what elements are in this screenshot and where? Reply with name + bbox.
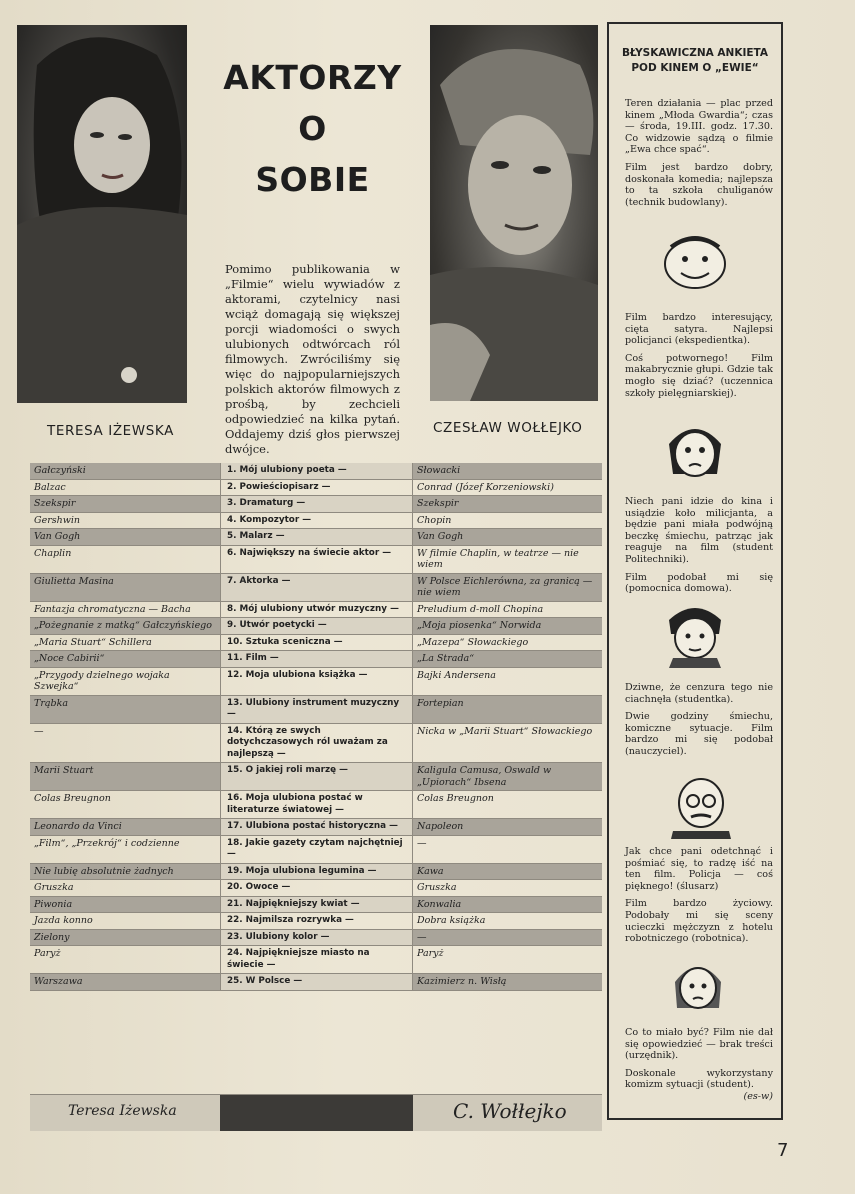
signature-row <box>30 1094 602 1131</box>
answer-izewska: Chaplin <box>34 547 72 559</box>
headline-line-1: AKTORZY <box>223 58 402 97</box>
question: 20. Owoce — <box>220 880 413 896</box>
question: 10. Sztuka sceniczna — <box>220 635 413 651</box>
sidebar-block-5 <box>625 846 773 951</box>
question: 11. Film — <box>220 651 413 667</box>
table-row <box>30 480 602 497</box>
table-row <box>30 864 602 881</box>
sidebar-paragraph: Film bardzo interesujący, cięta satyra. Najlepsi policjanci (ekspedientka). <box>625 312 773 347</box>
sidebar-paragraph: Film bardzo życiowy. Podobały mi się sceny ucieczki mężczyzn z hotelu robotniczego (robotnica). <box>625 898 773 945</box>
question: 5. Malarz — <box>220 529 413 545</box>
question: 4. Kompozytor — <box>220 513 413 529</box>
sidebar-title-line-2: POD KINEM O „EWIE“ <box>631 62 759 74</box>
caption-left: TERESA IŻEWSKA <box>47 423 174 439</box>
answer-izewska: Warszawa <box>30 974 220 990</box>
sidebar-paragraph: Co to miało być? Film nie dał się opowiedzieć — brak treści (urzędnik). <box>625 1027 773 1062</box>
sidebar-paragraph: Coś potwornego! Film makabrycznie głupi. Gdzie tak mogło się dziać? (uczennica szkoły pielęgniarskiej). <box>625 352 773 399</box>
answer-izewska: Colas Breugnon <box>34 793 111 804</box>
question: 13. Ulubiony instrument muzyczny — <box>220 696 413 723</box>
page-number: 7 <box>777 1140 789 1161</box>
question: 9. Utwór poetycki — <box>220 618 413 634</box>
table-row <box>30 463 602 480</box>
answer-izewska: Zielony <box>30 930 220 946</box>
question: 2. Powieściopisarz — <box>220 480 413 496</box>
sidebar-paragraph: Jak chce pani odetchnąć i pośmiać się, to radzę iść na ten film. Policja — coś pięknego! (ślusarz) <box>625 846 773 892</box>
table-row <box>30 946 602 974</box>
sidebar-author: (es-w) <box>743 1090 773 1102</box>
table-row <box>30 574 602 602</box>
table-row <box>30 724 602 764</box>
sidebar-paragraph: Niech pani idzie do kina i usiądzie koło milicjanta, a będzie pani miała podwójną beczkę śmiechu, patrząc jak reaguje na film (student Politechniki). <box>625 496 773 565</box>
signature-divider <box>220 1095 413 1131</box>
answer-izewska: Gershwin <box>34 514 81 526</box>
answer-wollejko: Kawa <box>413 864 602 880</box>
answer-wollejko: Dobra książka <box>417 915 486 926</box>
answer-izewska: Nie lubię absolutnie żadnych <box>30 864 220 880</box>
question: 19. Moja ulubiona legumina — <box>220 864 413 880</box>
sidebar-paragraph: Dziwne, że cenzura tego nie ciachnęła (studentka). <box>625 682 773 705</box>
photo-czeslaw-wollejko <box>430 25 598 401</box>
answer-izewska: Gałczyński <box>30 463 220 479</box>
answer-wollejko: — <box>417 837 427 849</box>
question: 18. Jakie gazety czytam najchętniej — <box>220 836 413 863</box>
questionnaire-table <box>30 463 602 991</box>
headline-line-3: SOBIE <box>255 160 370 199</box>
answer-wollejko: Napoleon <box>413 819 602 835</box>
question: 1. Mój ulubiony poeta — <box>220 463 413 479</box>
sidebar-title-line-1: BŁYSKAWICZNA ANKIETA <box>621 47 769 59</box>
answer-izewska: „Film“, „Przekrój“ i codzienne <box>34 837 180 849</box>
question: 17. Ulubiona postać historyczna — <box>220 819 413 835</box>
answer-izewska: „Maria Stuart“ Schillera <box>34 636 152 648</box>
question: 14. Którą ze swych dotychczasowych ról uważam za najlepszą — <box>220 724 413 763</box>
table-row <box>30 763 602 791</box>
intro-paragraph: Pomimo publikowania w „Filmie“ wielu wywiadów z aktorami, czytelnicy nasi wciąż domagają się większej porcji wiadomości o swych ulubionych odtwórcach ról filmowych. Zwróciliśmy się więc do najpopularniejszych polskich aktorów filmowych z prośbą, by zechcieli odpowiedzieć na kilka pytań. Oddajemy dziś głos pierwszej dwójce. <box>225 262 400 456</box>
answer-wollejko: Paryż <box>417 948 444 959</box>
table-row <box>30 819 602 836</box>
table-row <box>30 513 602 530</box>
table-row <box>30 496 602 513</box>
answer-izewska: Gruszka <box>34 882 74 893</box>
answer-wollejko: Szekspir <box>413 496 602 512</box>
answer-izewska: Jazda konno <box>34 915 93 926</box>
question: 23. Ulubiony kolor — <box>220 930 413 946</box>
answer-wollejko: „Mazepa“ Słowackiego <box>417 636 529 648</box>
sidebar-survey <box>607 22 783 1120</box>
answer-izewska: Leonardo da Vinci <box>30 819 220 835</box>
cartoon-teacher-icon <box>665 769 737 839</box>
answer-wollejko: Conrad (Józef Korzeniowski) <box>417 481 554 493</box>
question: 22. Najmilsza rozrywka — <box>220 913 413 929</box>
answer-izewska: Van Gogh <box>30 529 220 545</box>
answer-izewska: Trąbka <box>30 696 220 723</box>
question: 15. O jakiej roli marzę — <box>220 763 413 790</box>
headline-line-2: O <box>298 109 327 148</box>
question: 25. W Polsce — <box>220 974 413 990</box>
question: 12. Moja ulubiona książka — <box>220 668 413 695</box>
sidebar-block-1 <box>625 98 773 214</box>
answer-wollejko: Konwalia <box>413 897 602 913</box>
answer-wollejko: Kaligula Camusa, Oswald w „Upiorach“ Ibsena <box>413 763 602 790</box>
answer-izewska: Marii Stuart <box>30 763 220 790</box>
answer-izewska: Piwonia <box>30 897 220 913</box>
cartoon-face-icon <box>657 229 733 299</box>
question: 16. Moja ulubiona postać w literaturze światowej — <box>220 791 413 818</box>
cartoon-woman-icon <box>659 594 731 670</box>
question: 6. Największy na świecie aktor — <box>220 546 413 573</box>
sidebar-paragraph: Film jest bardzo dobry, doskonała komedia; najlepsza to ta szkoła chuliganów (technik budowlany). <box>625 161 773 208</box>
answer-izewska: Fantazja chromatyczna — Bacha <box>34 603 191 615</box>
table-row <box>30 618 602 635</box>
answer-wollejko: Colas Breugnon <box>417 793 494 804</box>
table-row <box>30 651 602 668</box>
headline <box>205 52 420 205</box>
answer-wollejko: Van Gogh <box>413 529 602 545</box>
answer-wollejko: „Moja piosenka“ Norwida <box>413 618 602 634</box>
sidebar-paragraph: Film podobał mi się (pomocnica domowa). <box>625 571 773 595</box>
answer-wollejko: W filmie Chaplin, w teatrze — nie wiem <box>417 547 579 570</box>
answer-wollejko: Preludium d-moll Chopina <box>417 603 544 615</box>
table-row <box>30 602 602 619</box>
sidebar-block-2 <box>625 312 773 405</box>
portrait-woman-illustration <box>17 25 187 403</box>
signature-right: C. Wołłejko <box>413 1095 602 1131</box>
answer-wollejko: Gruszka <box>417 882 457 893</box>
answer-izewska: Paryż <box>34 948 61 959</box>
answer-wollejko: — <box>413 930 602 946</box>
photo-teresa-izewska <box>17 25 187 403</box>
table-row <box>30 696 602 724</box>
answer-wollejko: Fortepian <box>413 696 602 723</box>
table-row <box>30 791 602 819</box>
table-row <box>30 930 602 947</box>
table-row <box>30 880 602 897</box>
answer-wollejko: W Polsce Eichlerówna, za granicą — nie wiem <box>413 574 602 601</box>
table-row <box>30 668 602 696</box>
sidebar-paragraph: Doskonale wykorzystany komizm sytuacji (student). <box>625 1067 773 1091</box>
answer-wollejko: Nicka w „Marii Stuart“ Słowackiego <box>417 725 593 737</box>
caption-right: CZESŁAW WOŁŁEJKO <box>433 420 583 436</box>
sidebar-block-3 <box>625 496 773 601</box>
answer-izewska: „Pożegnanie z matką“ Gałczyńskiego <box>30 618 220 634</box>
table-row <box>30 529 602 546</box>
question: 7. Aktorka — <box>220 574 413 601</box>
answer-wollejko: Chopin <box>417 514 452 526</box>
answer-wollejko: „La Strada“ <box>413 651 602 667</box>
portrait-man-illustration <box>430 25 598 401</box>
sidebar-block-6 <box>625 1027 773 1103</box>
question: 8. Mój ulubiony utwór muzyczny — <box>220 602 413 618</box>
table-row <box>30 974 602 991</box>
sidebar-paragraph: Dwie godziny śmiechu, komiczne sytuacje. Film bardzo mi się podobał (nauczyciel). <box>625 711 773 757</box>
answer-izewska: Szekspir <box>30 496 220 512</box>
answer-wollejko: Słowacki <box>413 463 602 479</box>
table-row <box>30 897 602 914</box>
question: 3. Dramaturg — <box>220 496 413 512</box>
table-row <box>30 635 602 652</box>
table-row <box>30 913 602 930</box>
sidebar-block-4 <box>625 682 773 764</box>
question: 24. Najpiękniejsze miasto na świecie — <box>220 946 413 973</box>
answer-wollejko: Kazimierz n. Wisłą <box>413 974 602 990</box>
table-row <box>30 546 602 574</box>
answer-izewska: „Noce Cabirii“ <box>30 651 220 667</box>
cartoon-girl-icon <box>659 414 731 486</box>
answer-izewska: Giulietta Masina <box>30 574 220 601</box>
answer-wollejko: Bajki Andersena <box>417 669 496 681</box>
sidebar-paragraph: Teren działania — plac przed kinem „Młoda Gwardia“; czas — środa, 19.III. godz. 17.30. Co widzowie sądzą o filmie „Ewa chce spać“. <box>625 98 773 156</box>
answer-izewska: — <box>34 725 44 737</box>
answer-izewska: Balzac <box>34 481 66 493</box>
signature-left: Teresa Iżewska <box>30 1095 220 1131</box>
table-row <box>30 836 602 864</box>
sidebar-title <box>609 46 781 76</box>
question: 21. Najpiękniejszy kwiat — <box>220 897 413 913</box>
answer-izewska: „Przygody dzielnego wojaka Szwejka“ <box>34 669 170 692</box>
cartoon-clerk-icon <box>667 952 729 1016</box>
